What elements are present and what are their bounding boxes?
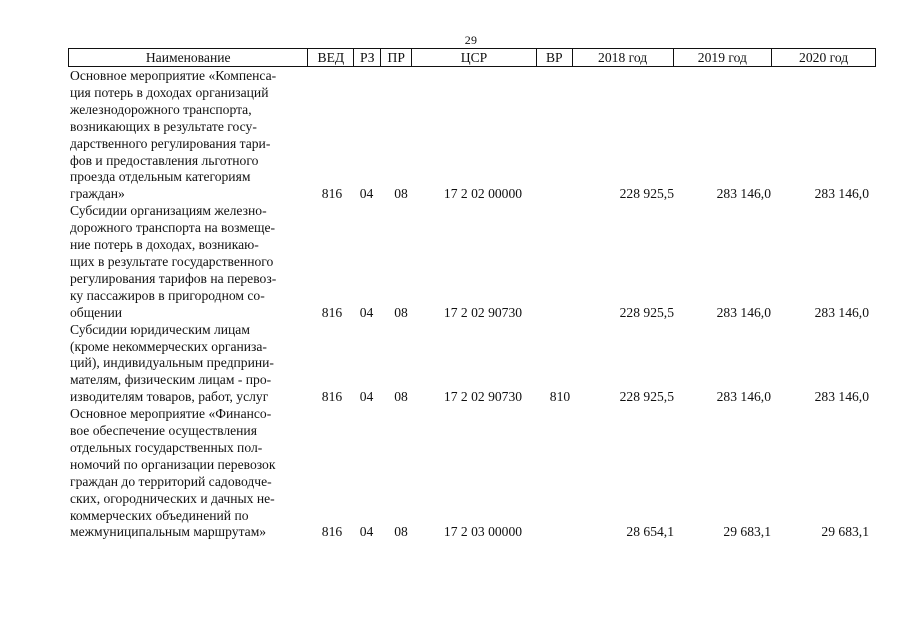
row-pr: 08 xyxy=(394,304,408,320)
row-pr: 08 xyxy=(394,389,408,405)
row-rz: 04 xyxy=(359,524,374,540)
row-csr: 17 2 02 90730 xyxy=(443,389,523,405)
row-pr: 08 xyxy=(394,186,408,202)
page-number: 29 xyxy=(464,33,478,47)
header-ved: ВЕД xyxy=(307,49,353,66)
header-year-2018: 2018 год xyxy=(572,49,673,66)
row-2019: 283 146,0 xyxy=(716,186,771,202)
header-vr: ВР xyxy=(536,49,572,66)
table-row xyxy=(68,203,876,321)
header-year-2019: 2019 год xyxy=(673,49,772,66)
row-ved: 816 xyxy=(321,389,343,405)
header-rz: РЗ xyxy=(353,49,380,66)
table-row xyxy=(68,68,876,203)
row-pr: 08 xyxy=(394,524,408,540)
row-2020: 283 146,0 xyxy=(814,389,869,405)
table-header xyxy=(68,48,876,67)
row-rz: 04 xyxy=(359,389,374,405)
row-2019: 283 146,0 xyxy=(716,389,771,405)
table-row xyxy=(68,406,876,541)
header-name: Наименование xyxy=(145,50,231,65)
row-name: Субсидии организациям железно- дорожного транспорта на возмеще- ние потерь в доходах, возникаю- щих в результате государственного регулирования тарифов на перевоз- ку пассажиров в пригородном со- общении xyxy=(70,203,277,320)
row-vr: 810 xyxy=(549,389,571,405)
row-rz: 04 xyxy=(359,186,374,202)
row-ved: 816 xyxy=(321,186,343,202)
header-year-2020: 2020 год xyxy=(771,49,875,66)
row-csr: 17 2 03 00000 xyxy=(443,524,523,540)
header-pr: ПР xyxy=(380,49,411,66)
row-name: Основное мероприятие «Финансо- вое обеспечение осуществления отдельных государственных пол- номочий по организации перевозок граждан до территорий садоводче- ских, огороднических и дачных не- коммерческих объединений по межмуниципальным маршрутам» xyxy=(70,406,276,540)
row-2020: 283 146,0 xyxy=(814,186,869,202)
row-ved: 816 xyxy=(321,524,343,540)
row-rz: 04 xyxy=(359,304,374,320)
row-2019: 283 146,0 xyxy=(716,304,771,320)
row-2020: 29 683,1 xyxy=(821,524,869,540)
row-name: Основное мероприятие «Компенса- ция потерь в доходах организаций железнодорожного транспорта, возникающих в результате госу- дарственного регулирования тари- фов и предоставления льготного проезда отдельным категориям граждан» xyxy=(70,68,277,202)
table-body xyxy=(68,68,876,541)
row-2019: 29 683,1 xyxy=(723,524,771,540)
row-2018: 228 925,5 xyxy=(619,389,674,405)
row-2018: 228 925,5 xyxy=(619,304,674,320)
row-csr: 17 2 02 00000 xyxy=(443,186,523,202)
row-ved: 816 xyxy=(321,304,343,320)
row-2018: 228 925,5 xyxy=(619,186,674,202)
row-2018: 28 654,1 xyxy=(626,524,674,540)
header-csr: ЦСР xyxy=(411,49,536,66)
table-row xyxy=(68,322,876,407)
row-csr: 17 2 02 90730 xyxy=(443,304,523,320)
row-name: Субсидии юридическим лицам (кроме некоммерческих организа- ций), индивидуальным предприни- мателям, физическим лицам - про- изводителям товаров, работ, услуг xyxy=(70,321,274,405)
row-2020: 283 146,0 xyxy=(814,304,869,320)
